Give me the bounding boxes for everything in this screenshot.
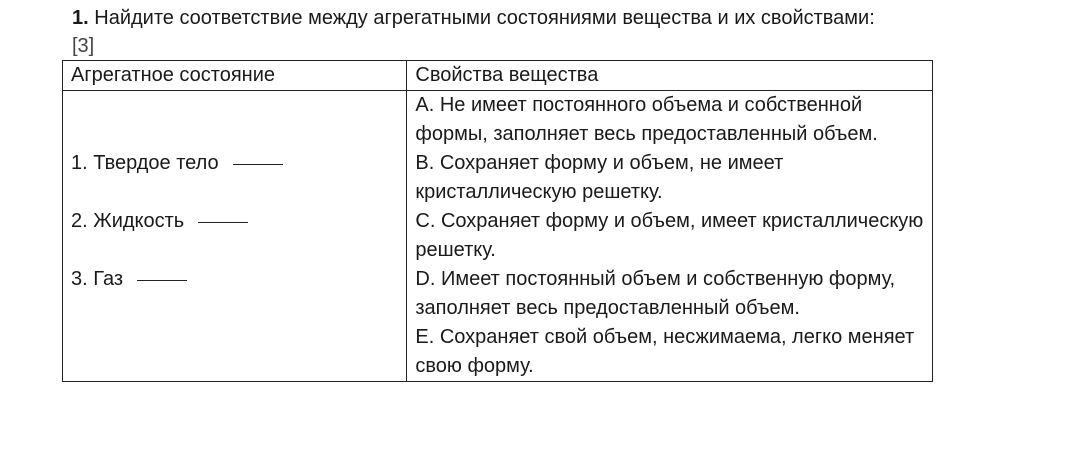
table-row (63, 207, 933, 265)
state-gas (63, 265, 407, 323)
state-liquid (63, 207, 407, 265)
table-header-row (63, 61, 933, 91)
state-liquid-label: 2. Жидкость (71, 210, 185, 232)
property-a: A. Не имеет постоянного объема и собственной формы, заполняет весь предоставленный объем. (407, 91, 933, 150)
state-gas-label: 3. Газ (71, 268, 124, 290)
header-state: Агрегатное состояние (63, 61, 407, 91)
state-empty-cell (63, 323, 407, 382)
property-e: E. Сохраняет свой объем, несжимаема, легко меняет свою форму. (407, 323, 933, 382)
table-row (63, 265, 933, 323)
table-row (63, 149, 933, 207)
state-empty-cell (63, 91, 407, 150)
property-b: B. Сохраняет форму и объем, не имеет кристаллическую решетку. (407, 149, 933, 207)
state-solid-label: 1. Твердое тело (71, 152, 219, 174)
question-number: 1. (72, 7, 89, 29)
header-properties: Свойства вещества (407, 61, 933, 91)
property-c: C. Сохраняет форму и объем, имеет кристаллическую решетку. (407, 207, 933, 265)
table-row (63, 323, 933, 382)
question-text: Найдите соответствие между агрегатными состояниями вещества и их свойствами: (94, 7, 875, 29)
question-points: [3] (72, 35, 95, 57)
table-row (63, 91, 933, 150)
answer-blank-gas[interactable] (137, 280, 187, 281)
property-d: D. Имеет постоянный объем и собственную форму, заполняет весь предоставленный объем. (407, 265, 933, 323)
answer-blank-solid[interactable] (233, 164, 283, 165)
state-solid (63, 149, 407, 207)
question-heading (72, 5, 875, 31)
matching-table (62, 60, 933, 382)
answer-blank-liquid[interactable] (198, 222, 248, 223)
